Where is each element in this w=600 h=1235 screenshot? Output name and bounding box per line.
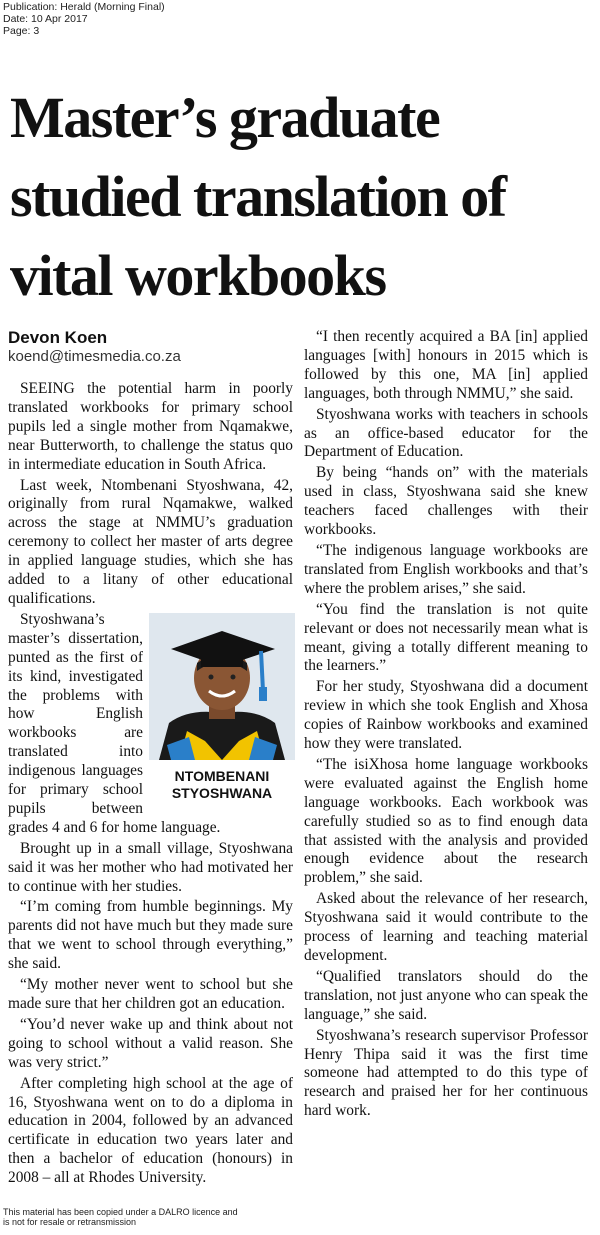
article-column-1 [8,328,293,1190]
byline-email: koend@timesmedia.co.za [8,348,181,365]
paragraph: Styoshwana works with teachers in schools as an office-based educator for the Department of Education. [304,405,588,461]
copyright-line-2: is not for resale or retransmission [3,1217,137,1227]
paragraph: Styoshwana’s master’s dissertation, punted as the first of its kind, investigated the problems with how English workbooks are translated into indigenous languages for primary school pupils between grades 4 and 6 for home language. [8,610,221,836]
publication-name: Publication: Herald (Morning Final) [3,1,165,13]
paragraph: “I then recently acquired a BA [in] applied languages [with] honours in 2015 which is followed by this one, MA [in] applied languages, both through NMMU,” she said. [304,328,588,402]
article-column-2 [304,328,588,1123]
caption-last-name: STYOSHWANA [171,784,273,801]
paragraph: “The indigenous language workbooks are translated from English workbooks and that’s where the problem arises,” she said. [304,541,588,597]
paragraph: By being “hands on” with the materials used in class, Styoshwana said she knew teachers faced challenges with their workbooks. [304,464,588,539]
headline: Master’s graduate studied translation of vital workbooks [10,85,506,308]
paragraph: “The isiXhosa home language workbooks were evaluated against the English home language workbooks. Each workbook was carefully studied so as to find enough data that assisted with the analysis and provided enough evidence about the research problem,” she said. [304,755,588,887]
publication-meta [3,1,165,37]
paragraph: After completing high school at the age of 16, Styoshwana went on to do a diploma in education in 2004, followed by an advanced certificate in education two years later and then a bachelor of education (honours) in 2008 – all at Rhodes University. [8,1074,293,1187]
paragraph: “I’m coming from humble beginnings. My parents did not have much but they made sure that we went to school through everything,” she said. [8,898,293,973]
photo-figure [149,613,295,802]
paragraph: “You’d never wake up and think about not going to school without a valid reason. She was very strict.” [8,1015,293,1071]
byline-author: Devon Koen [8,328,108,347]
copyright-notice [3,1207,263,1227]
paragraph: Brought up in a small village, Styoshwana said it was her mother who had motivated her to continue with her studies. [8,839,293,895]
copyright-line-1: This material has been copied under a DALRO licence and [3,1207,238,1217]
photo-caption [149,768,295,802]
graduate-portrait-icon [149,613,295,760]
paragraph: “Qualified translators should do the translation, not just anyone who can speak the language,” she said. [304,967,588,1023]
caption-first-name: NTOMBENANI [174,767,270,784]
paragraph: SEEING the potential harm in poorly translated workbooks for primary school pupils led a single mother from Nqamakwe, near Butterworth, to challenge the status quo in intermediate education in South Africa. [8,380,293,473]
paragraph: “My mother never went to school but she made sure that her children got an education. [8,976,293,1012]
publication-page: Page: 3 [3,25,40,37]
paragraph: “You find the translation is not quite relevant or does not necessarily mean what is meant, giving a totally different meaning to the learners.” [304,600,588,675]
paragraph: For her study, Styoshwana did a document review in which she took English and Xhosa copies of Rainbow workbooks and examined how they were translated. [304,678,588,753]
publication-date: Date: 10 Apr 2017 [3,13,88,25]
paragraph: Asked about the relevance of her research, Styoshwana said it would contribute to the process of learning and teaching material development. [304,890,588,964]
paragraph: Styoshwana’s research supervisor Professor Henry Thipa said it was the first time someone had attempted to do this type of research and praised her for her continuous hard work. [304,1026,588,1120]
paragraph: Last week, Ntombenani Styoshwana, 42, originally from rural Nqamakwe, walked across the stage at NMMU’s graduation ceremony to collect her master of arts degree in applied language studies, which she has added to a litany of other educational qualifications. [8,476,293,607]
